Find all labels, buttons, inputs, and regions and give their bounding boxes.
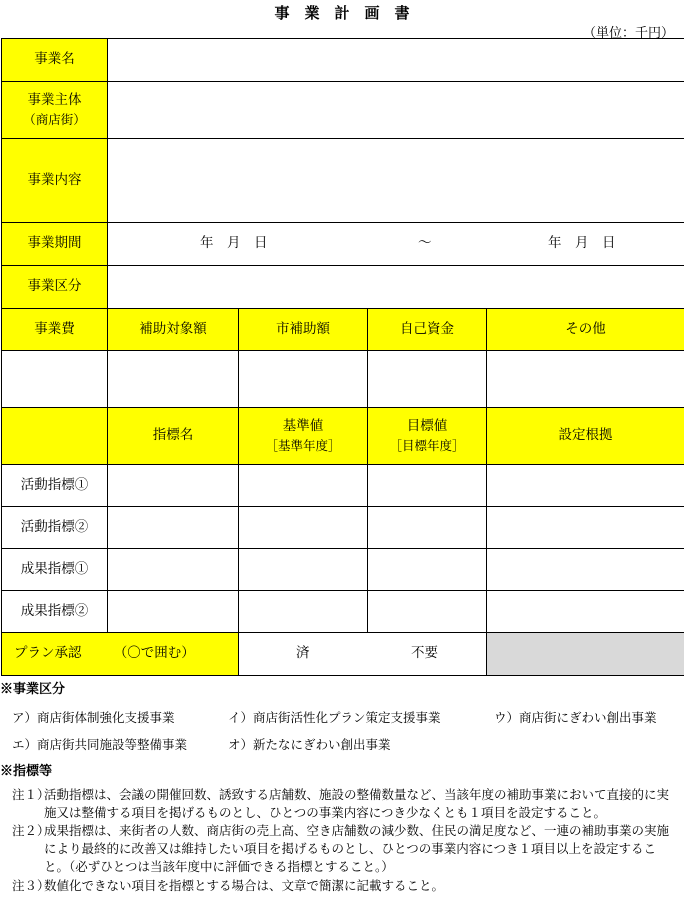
activity-indicator-2-label: 活動指標② <box>2 507 108 549</box>
note-item <box>0 877 676 895</box>
indicator-header-name: 指標名 <box>108 408 239 465</box>
period-label: 事業期間 <box>2 223 108 266</box>
period-end: 年 月 日 <box>548 235 616 251</box>
cost-total-field[interactable] <box>2 351 108 408</box>
category-field[interactable] <box>108 266 684 309</box>
notes-section <box>0 681 684 895</box>
activity-indicator-1-label: 活動指標① <box>2 465 108 507</box>
indicator-target-field[interactable] <box>368 465 487 507</box>
category-list-row-2 <box>12 736 684 754</box>
category-item: エ）商店街共同施設等整備事業 <box>12 736 188 752</box>
indicator-basis-field[interactable] <box>487 549 684 591</box>
indicator-header-target-line2: ［目標年度］ <box>389 437 465 453</box>
category-item: オ）新たなにぎわい創出事業 <box>228 736 391 752</box>
table-row <box>2 465 684 507</box>
indicator-base-field[interactable] <box>239 465 368 507</box>
indicator-basis-field[interactable] <box>487 591 684 633</box>
plan-approval-note: （〇で囲む） <box>113 645 195 662</box>
business-name-label: 事業名 <box>2 39 108 82</box>
indicator-name-field[interactable] <box>108 591 239 633</box>
indicator-header-target-line1: 目標値 <box>406 418 448 435</box>
indicator-base-field[interactable] <box>239 507 368 549</box>
indicator-header-target <box>368 408 487 465</box>
indicator-name-field[interactable] <box>108 507 239 549</box>
unit-label: （単位：千円） <box>582 26 674 41</box>
business-name-field[interactable] <box>108 39 684 82</box>
period-start: 年 月 日 <box>200 235 268 251</box>
indicator-name-field[interactable] <box>108 549 239 591</box>
period-field[interactable] <box>108 223 684 266</box>
cost-other-field[interactable] <box>487 351 684 408</box>
note-text: 活動指標は、会議の開催回数、誘致する店舗数、施設の整備数量など、当該年度の補助事業において直接的に実施又は整備する項目を掲げるものとし、ひとつの事業内容につき少なくとも１項目を設定すること。 <box>44 786 670 821</box>
operator-label-line2: （商店街） <box>23 111 86 127</box>
indicator-header-basis: 設定根拠 <box>487 408 684 465</box>
outcome-indicator-2-label: 成果指標② <box>2 591 108 633</box>
category-label: 事業区分 <box>2 266 108 309</box>
table-row <box>2 507 684 549</box>
note-item <box>0 786 676 822</box>
category-item: ア）商店街体制強化支援事業 <box>12 709 175 725</box>
indicator-base-field[interactable] <box>239 549 368 591</box>
note-text: 成果指標は、来街者の人数、商店街の売上高、空き店舗数の減少数、住民の満足度など、一連の補助事業の実施により最終的に改善又は維持したい項目を掲げるものとし、ひとつの事業内容につき１項目以上を設定すること。（必ずひとつは当該年度中に評価できる指標とすること。） <box>44 823 670 875</box>
indicator-base-field[interactable] <box>239 591 368 633</box>
plan-approval-options <box>239 633 487 676</box>
indicator-target-field[interactable] <box>368 507 487 549</box>
note-label: 注１） <box>12 786 50 802</box>
category-notes-heading: ※事業区分 <box>0 682 66 697</box>
indicator-name-field[interactable] <box>108 465 239 507</box>
operator-label <box>2 82 108 139</box>
indicator-header-blank <box>2 408 108 465</box>
approval-done-option[interactable]: 済 <box>296 645 310 661</box>
plan-approval-label-cell <box>2 633 239 676</box>
note-text: 数値化できない項目を指標とする場合は、文章で簡潔に記載すること。 <box>44 877 445 893</box>
indicator-target-field[interactable] <box>368 549 487 591</box>
cost-subsidy-target-field[interactable] <box>108 351 239 408</box>
category-item: イ）商店街活性化プラン策定支援事業 <box>228 709 441 725</box>
indicator-header-base <box>239 408 368 465</box>
plan-approval-label: プラン承認 <box>14 645 82 662</box>
indicator-basis-field[interactable] <box>487 507 684 549</box>
approval-gray-cell <box>487 633 684 676</box>
cost-header-city-subsidy: 市補助額 <box>239 309 368 351</box>
indicator-target-field[interactable] <box>368 591 487 633</box>
cost-city-subsidy-field[interactable] <box>239 351 368 408</box>
outcome-indicator-1-label: 成果指標① <box>2 549 108 591</box>
operator-field[interactable] <box>108 82 684 139</box>
indicator-header-base-line2: ［基準年度］ <box>265 437 341 453</box>
document-title: 事 業 計 画 書 <box>274 4 410 22</box>
table-row <box>2 591 684 633</box>
category-list-row-1 <box>12 709 684 727</box>
business-plan-form <box>1 38 684 676</box>
period-separator: ～ <box>418 235 432 251</box>
note-label: 注３） <box>12 877 50 893</box>
indicator-notes-heading: ※指標等 <box>0 764 53 780</box>
note-item <box>0 822 676 876</box>
cost-own-funds-field[interactable] <box>368 351 487 408</box>
cost-header-own-funds: 自己資金 <box>368 309 487 351</box>
cost-header-other: その他 <box>487 309 684 351</box>
indicator-header-base-line1: 基準値 <box>282 418 324 435</box>
note-label: 注２） <box>12 823 50 839</box>
content-field[interactable] <box>108 139 684 223</box>
approval-unneeded-option[interactable]: 不要 <box>411 645 438 661</box>
operator-label-line1: 事業主体 <box>27 92 82 109</box>
indicator-basis-field[interactable] <box>487 465 684 507</box>
content-label: 事業内容 <box>2 139 108 223</box>
cost-label: 事業費 <box>2 309 108 351</box>
table-row <box>2 549 684 591</box>
cost-header-subsidy-target: 補助対象額 <box>108 309 239 351</box>
category-item: ウ）商店街にぎわい創出事業 <box>494 709 657 725</box>
